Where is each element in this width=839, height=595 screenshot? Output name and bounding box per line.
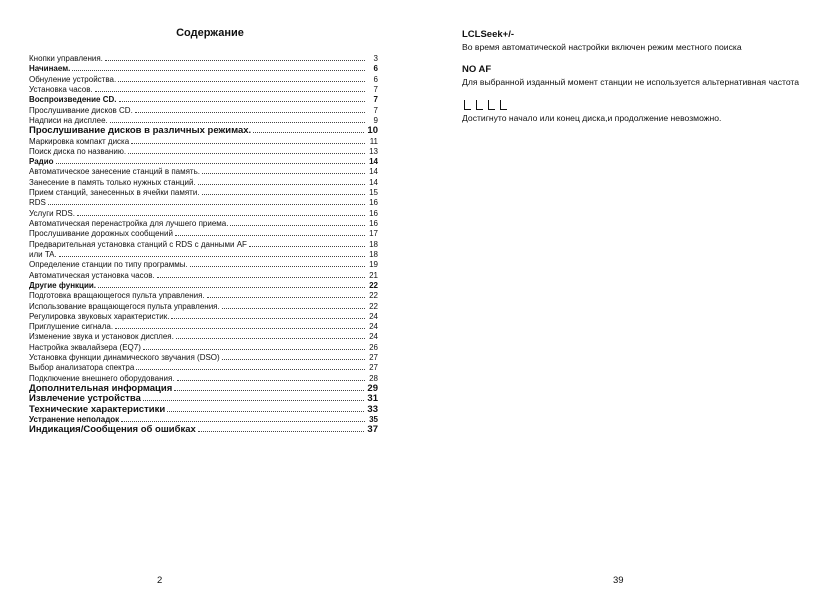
toc-entry xyxy=(29,312,378,322)
toc-entry-label: Индикация/Сообщения об ошибках xyxy=(29,425,196,436)
toc-entry-leader xyxy=(174,390,364,391)
toc-entry-leader xyxy=(222,359,365,360)
toc-entry-label: Технические характеристики xyxy=(29,404,166,415)
toc-entry-leader xyxy=(121,421,365,422)
toc-entry xyxy=(29,116,378,126)
toc-entry-leader xyxy=(249,246,365,247)
toc-entry-leader xyxy=(202,173,365,174)
toc-entry-leader xyxy=(72,70,365,71)
toc-entry-leader xyxy=(136,369,365,370)
right-page xyxy=(420,0,839,595)
lcl-seek-heading: LCLSeek+/- xyxy=(462,29,515,40)
toc-entry-label: Радио xyxy=(29,157,54,167)
toc-entry xyxy=(29,75,378,85)
toc-entry xyxy=(29,302,378,312)
toc-entry xyxy=(29,425,378,435)
toc-entry-page: 17 xyxy=(369,229,378,239)
toc-entry xyxy=(29,64,378,74)
page-number-right: 39 xyxy=(613,575,624,586)
toc-entry-label: Автоматическая установка часов. xyxy=(29,270,155,280)
toc-entry-leader xyxy=(118,81,365,82)
toc-entry-leader xyxy=(59,256,365,257)
toc-entry-leader xyxy=(175,235,365,236)
toc-entry xyxy=(29,405,378,415)
blinking-segments-icon xyxy=(462,100,824,112)
toc-entry-leader xyxy=(176,338,365,339)
toc-entry xyxy=(29,106,378,116)
toc-entry xyxy=(29,85,378,95)
toc-entry-leader xyxy=(207,297,365,298)
toc-entry-leader xyxy=(190,266,365,267)
toc-entry xyxy=(29,363,378,373)
toc-entry-page: 37 xyxy=(367,425,378,436)
toc-entry-page: 14 xyxy=(369,167,378,177)
toc-entry xyxy=(29,415,378,425)
toc-entry xyxy=(29,332,378,342)
toc-entry-page: 26 xyxy=(369,342,378,352)
toc-entry-leader xyxy=(143,400,365,401)
toc-entry-page: 33 xyxy=(367,404,378,415)
toc-entry xyxy=(29,250,378,260)
toc-entry xyxy=(29,188,378,198)
toc-entry xyxy=(29,229,378,239)
toc-entry xyxy=(29,291,378,301)
toc-entry-leader xyxy=(198,184,365,185)
lcl-seek-description: Во время автоматической настройки включен режим местного поиска xyxy=(462,42,742,52)
toc-entry-label: Поиск диска по названию. xyxy=(29,146,127,156)
toc-entry-label: Устранение неполадок xyxy=(29,414,120,424)
toc-entry-page: 24 xyxy=(369,311,378,321)
toc-entry-page: 7 xyxy=(373,105,378,115)
toc-entry xyxy=(29,147,378,157)
toc-entry-page: 14 xyxy=(369,177,378,187)
toc-entry xyxy=(29,198,378,208)
toc-entry-label: Приглушение сигнала. xyxy=(29,322,114,332)
toc-entry-label: или TA. xyxy=(29,249,57,259)
toc-entry-label: Подключение внешнего оборудования. xyxy=(29,373,175,383)
toc-entry-label: Установка функции динамического звучания (DSO) xyxy=(29,353,220,363)
toc-entry-page: 22 xyxy=(369,291,378,301)
toc-entry-label: Использование вращающегося пульта управления. xyxy=(29,301,220,311)
toc-entry-label: Прием станций, занесенных в ячейки памяти. xyxy=(29,188,200,198)
toc-entry-leader xyxy=(119,101,366,102)
toc-entry-leader xyxy=(171,318,365,319)
toc-entry-label: Подготовка вращающегося пульта управления. xyxy=(29,291,205,301)
toc-entry-page: 3 xyxy=(373,54,378,63)
toc-entry xyxy=(29,281,378,291)
toc-entry-page: 11 xyxy=(369,136,378,146)
toc-entry-page: 29 xyxy=(367,384,378,394)
toc-entry xyxy=(29,353,378,363)
toc-entry-label: Услуги RDS. xyxy=(29,208,75,218)
toc-entry-page: 19 xyxy=(369,260,378,270)
toc-entry-page: 15 xyxy=(369,188,378,198)
toc-entry xyxy=(29,178,378,188)
toc-entry-leader xyxy=(135,112,365,113)
toc-entry xyxy=(29,137,378,147)
toc-entry xyxy=(29,54,378,64)
toc-entry-label: Воспроизведение CD. xyxy=(29,95,117,105)
toc-entry-page: 14 xyxy=(369,157,378,167)
toc-entry-label: RDS xyxy=(29,198,46,208)
toc-entry-leader xyxy=(157,277,365,278)
toc-entry xyxy=(29,157,378,167)
toc-entry-label: Дополнительная информация xyxy=(29,384,173,394)
toc-entry-page: 24 xyxy=(369,332,378,342)
toc-entry-leader xyxy=(198,431,365,432)
toc-entry-leader xyxy=(98,287,365,288)
toc-entry-page: 9 xyxy=(373,115,378,125)
table-of-contents xyxy=(29,54,378,436)
toc-entry-leader xyxy=(77,215,365,216)
no-af-heading: NO AF xyxy=(462,64,492,75)
toc-entry-label: Регулировка звуковых характеристик. xyxy=(29,311,170,321)
toc-entry xyxy=(29,219,378,229)
toc-entry-page: 35 xyxy=(369,414,378,424)
toc-entry-page: 7 xyxy=(373,95,378,105)
toc-entry-page: 27 xyxy=(369,353,378,363)
toc-entry-label: Определение станции по типу программы. xyxy=(29,260,188,270)
toc-entry-page: 16 xyxy=(369,219,378,228)
toc-entry-page: 16 xyxy=(369,208,378,218)
toc-entry-leader xyxy=(56,163,365,164)
toc-entry-leader xyxy=(110,122,365,123)
toc-entry xyxy=(29,260,378,270)
toc-entry-label: Начинаем. xyxy=(29,64,71,74)
toc-entry-leader xyxy=(131,143,365,144)
toc-title: Содержание xyxy=(176,27,244,39)
toc-entry-label: Другие функции. xyxy=(29,280,97,290)
toc-entry-page: 6 xyxy=(373,74,378,84)
toc-entry-leader xyxy=(143,349,365,350)
toc-entry xyxy=(29,374,378,384)
blinking-segments-description: Достигнуто начало или конец диска,и продолжение невозможно. xyxy=(462,113,722,123)
toc-entry-label: Кнопки управления. xyxy=(29,54,103,63)
toc-entry-label: Изменение звука и установок дисплея. xyxy=(29,332,174,342)
toc-entry-leader xyxy=(105,60,365,61)
toc-entry-leader xyxy=(222,308,365,309)
toc-entry xyxy=(29,384,378,394)
toc-entry xyxy=(29,322,378,332)
toc-entry-label: Извлечение устройства xyxy=(29,394,141,405)
toc-entry-page: 21 xyxy=(369,270,378,280)
toc-entry-leader xyxy=(128,153,365,154)
toc-entry-label: Прослушивание дисков CD. xyxy=(29,105,133,115)
toc-entry-leader xyxy=(177,380,365,381)
toc-entry-page: 10 xyxy=(367,126,378,137)
toc-entry-page: 6 xyxy=(373,64,378,74)
toc-entry-page: 18 xyxy=(369,249,378,259)
toc-entry-label: Автоматическая перенастройка для лучшего приема. xyxy=(29,219,229,228)
toc-entry xyxy=(29,126,378,136)
toc-entry-page: 24 xyxy=(369,322,378,332)
toc-entry-label: Маркировка компакт диска xyxy=(29,136,130,146)
toc-entry-label: Прослушивание дорожных сообщений xyxy=(29,229,173,239)
toc-entry-label: Предварительная установка станций с RDS с данными AF xyxy=(29,239,247,249)
toc-entry-page: 16 xyxy=(369,198,378,208)
toc-entry xyxy=(29,95,378,105)
toc-entry-page: 22 xyxy=(369,301,378,311)
toc-entry xyxy=(29,271,378,281)
toc-entry-label: Выбор анализатора спектра xyxy=(29,363,135,373)
toc-entry-leader xyxy=(48,204,365,205)
toc-entry xyxy=(29,394,378,404)
toc-entry-page: 7 xyxy=(373,84,378,94)
toc-entry xyxy=(29,167,378,177)
toc-entry-page: 22 xyxy=(369,280,378,290)
toc-entry-leader xyxy=(253,132,364,133)
toc-entry-label: Обнуление устройства. xyxy=(29,74,117,84)
toc-entry-label: Прослушивание дисков в различных режимах. xyxy=(29,126,252,137)
page-number-left: 2 xyxy=(157,575,163,586)
toc-entry-leader xyxy=(167,411,364,412)
toc-entry-label: Надписи на дисплее. xyxy=(29,115,108,125)
toc-entry-page: 13 xyxy=(369,146,378,156)
toc-entry xyxy=(29,343,378,353)
toc-entry-leader xyxy=(115,328,365,329)
toc-entry xyxy=(29,209,378,219)
toc-entry-page: 27 xyxy=(369,363,378,373)
toc-entry-leader xyxy=(95,91,365,92)
toc-entry-page: 31 xyxy=(367,394,378,405)
toc-entry xyxy=(29,240,378,250)
no-af-description: Для выбранной изданный момент станции не используется альтернативная частота xyxy=(462,77,800,87)
toc-entry-page: 28 xyxy=(369,373,378,383)
toc-entry-label: Настройка эквалайзера (EQ7) xyxy=(29,342,141,352)
toc-entry-leader xyxy=(202,194,365,195)
toc-entry-label: Установка часов. xyxy=(29,84,93,94)
toc-entry-leader xyxy=(230,225,365,226)
toc-entry-label: Занесение в память только нужных станций. xyxy=(29,177,196,187)
toc-entry-label: Автоматическое занесение станций в память. xyxy=(29,167,200,177)
toc-entry-page: 18 xyxy=(369,239,378,249)
